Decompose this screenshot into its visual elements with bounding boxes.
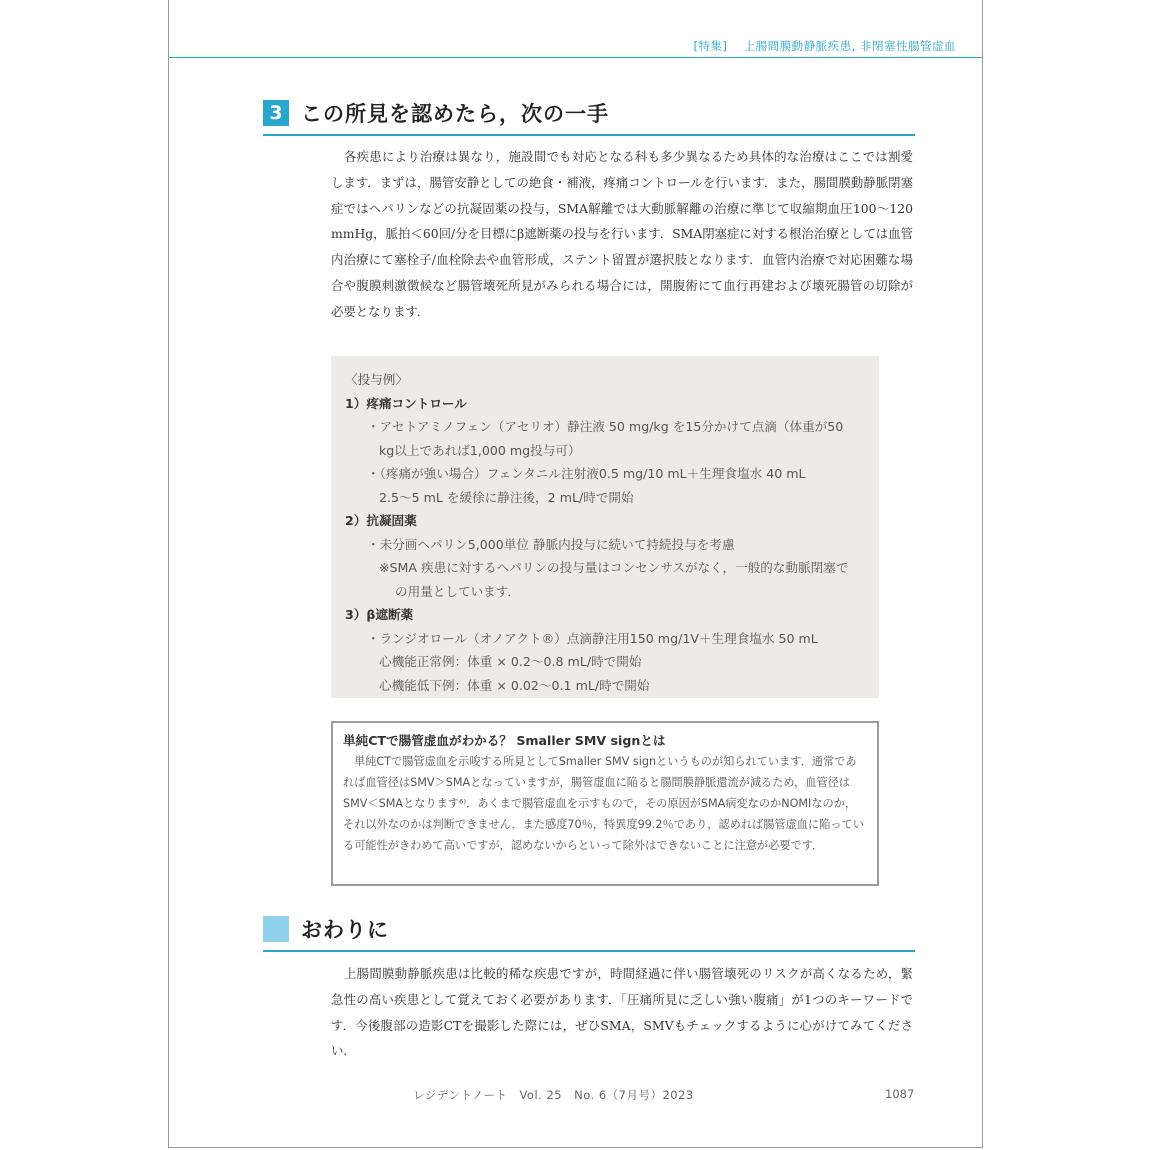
closing-body [331,961,913,1064]
dosage-heading-anticoagulant: 2）抗凝固薬 [345,513,417,528]
dosage-item: ・ランジオロール（オノアクト®）点滴静注用150 mg/1V＋生理食塩水 50 mL [367,630,818,646]
dosage-item: ・アセトアミノフェン（アセリオ）静注液 50 mg/kg を15分かけて点滴（体重が50 [367,419,844,434]
section-number-badge: 3 [263,100,289,126]
dosage-item-cont: 心機能正常例：体重 × 0.2〜0.8 mL/時で開始 [379,654,642,669]
section-3-paragraph: 各疾患により治療は異なり，施設間でも対応となる科も多少異なるため具体的な治療はここでは割愛します．まずは，腸管安静としての絶食・補液，疼痛コントロールを行います．また，腸間膜動静脈閉塞症ではヘパリンなどの抗凝固薬の投与，SMA解離では大動脈解離の治療に準じて収縮期血圧100〜120 mmHg，脈拍＜60回/分を目標にβ遮断薬の投与を行います．SMA閉塞症に対する根治治療としては血管内治療にて塞栓子/血栓除去や血管形成，ステント留置が選択肢となります．血管内治療で対応困難な場合や腹膜刺激徴候など腸管壊死所見がみられる場合には，開腹術にて血行再建および壊死腸管の切除が必要となります． [331,149,913,319]
dosage-example-box [331,356,879,698]
running-head-tag: [特集] [693,39,728,53]
section-square-marker [263,916,289,942]
closing-title: おわりに [301,918,389,942]
closing-section-heading [263,914,915,952]
document-page [168,0,983,1148]
header-rule [169,57,982,58]
column-body: 単純CTで腸管虚血を示唆する所見としてSmaller SMV signというものが知られています．通常であれば血管径はSMV＞SMAとなっていますが，腸管虚血に陥ると腸間膜静脈還流が減るため，血管径はSMV＜SMAとなります⁶⁾．あくまで腸管虚血を示すもので，その原因がSMA病変なのかNOMIなのか，それ以外なのかは判断できません．また感度70％，特異度99.2％であり，認めれば腸管虚血に陥っている可能性がきわめて高いですが，認めないからといって除外はできないことに注意が必要です． [343,755,864,852]
dosage-item: ・（疼痛が強い場合）フェンタニル注射液0.5 mg/10 mL＋生理食塩水 40 mL [367,466,806,481]
dosage-item-cont: 心機能低下例：体重 × 0.02〜0.1 mL/時で開始 [379,677,650,693]
column-title: 単純CTで腸管虚血がわかる？ Smaller SMV signとは [343,733,666,748]
dosage-note-cont: の用量としています． [395,583,520,599]
dosage-note: ※SMA 疾患に対するヘパリンの投与量はコンセンサスがなく，一般的な動脈閉塞で [379,560,849,575]
running-head-title: 上腸間膜動静脈疾患, 非閉塞性腸管虚血 [743,39,956,53]
dosage-heading-beta-blocker: 3）β遮断薬 [345,607,414,622]
journal-citation: レジデントノート Vol. 25 No. 6（7月号）2023 [413,1088,694,1102]
section-3-body [331,144,913,325]
running-head [694,38,956,54]
section-title: この所見を認めたら，次の一手 [301,102,609,126]
dosage-heading-pain: 1）疼痛コントロール [345,395,467,411]
closing-paragraph: 上腸間膜動静脈疾患は比較的稀な疾患ですが，時間経過に伴い腸管壊死のリスクが高くなるため，緊急性の高い疾患として覚えておく必要があります．「圧痛所見に乏しい強い腹痛」が1つのキーワードです．今後腹部の造影CTを撮影した際には，ぜひSMA，SMVもチェックするように心がけてみてください． [331,966,913,1059]
dosage-item: ・未分画ヘパリン5,000単位 静脈内投与に続いて持続投与を考慮 [367,536,735,552]
dosage-item-cont: 2.5〜5 mL を緩徐に静注後，2 mL/時で開始 [379,489,634,505]
section-3-heading [263,98,915,136]
dosage-item-cont: kg以上であれば1,000 mg投与可） [379,442,581,458]
page-number: 1087 [885,1087,915,1101]
dosage-label: 〈投与例〉 [345,372,408,387]
column-box [331,721,879,886]
